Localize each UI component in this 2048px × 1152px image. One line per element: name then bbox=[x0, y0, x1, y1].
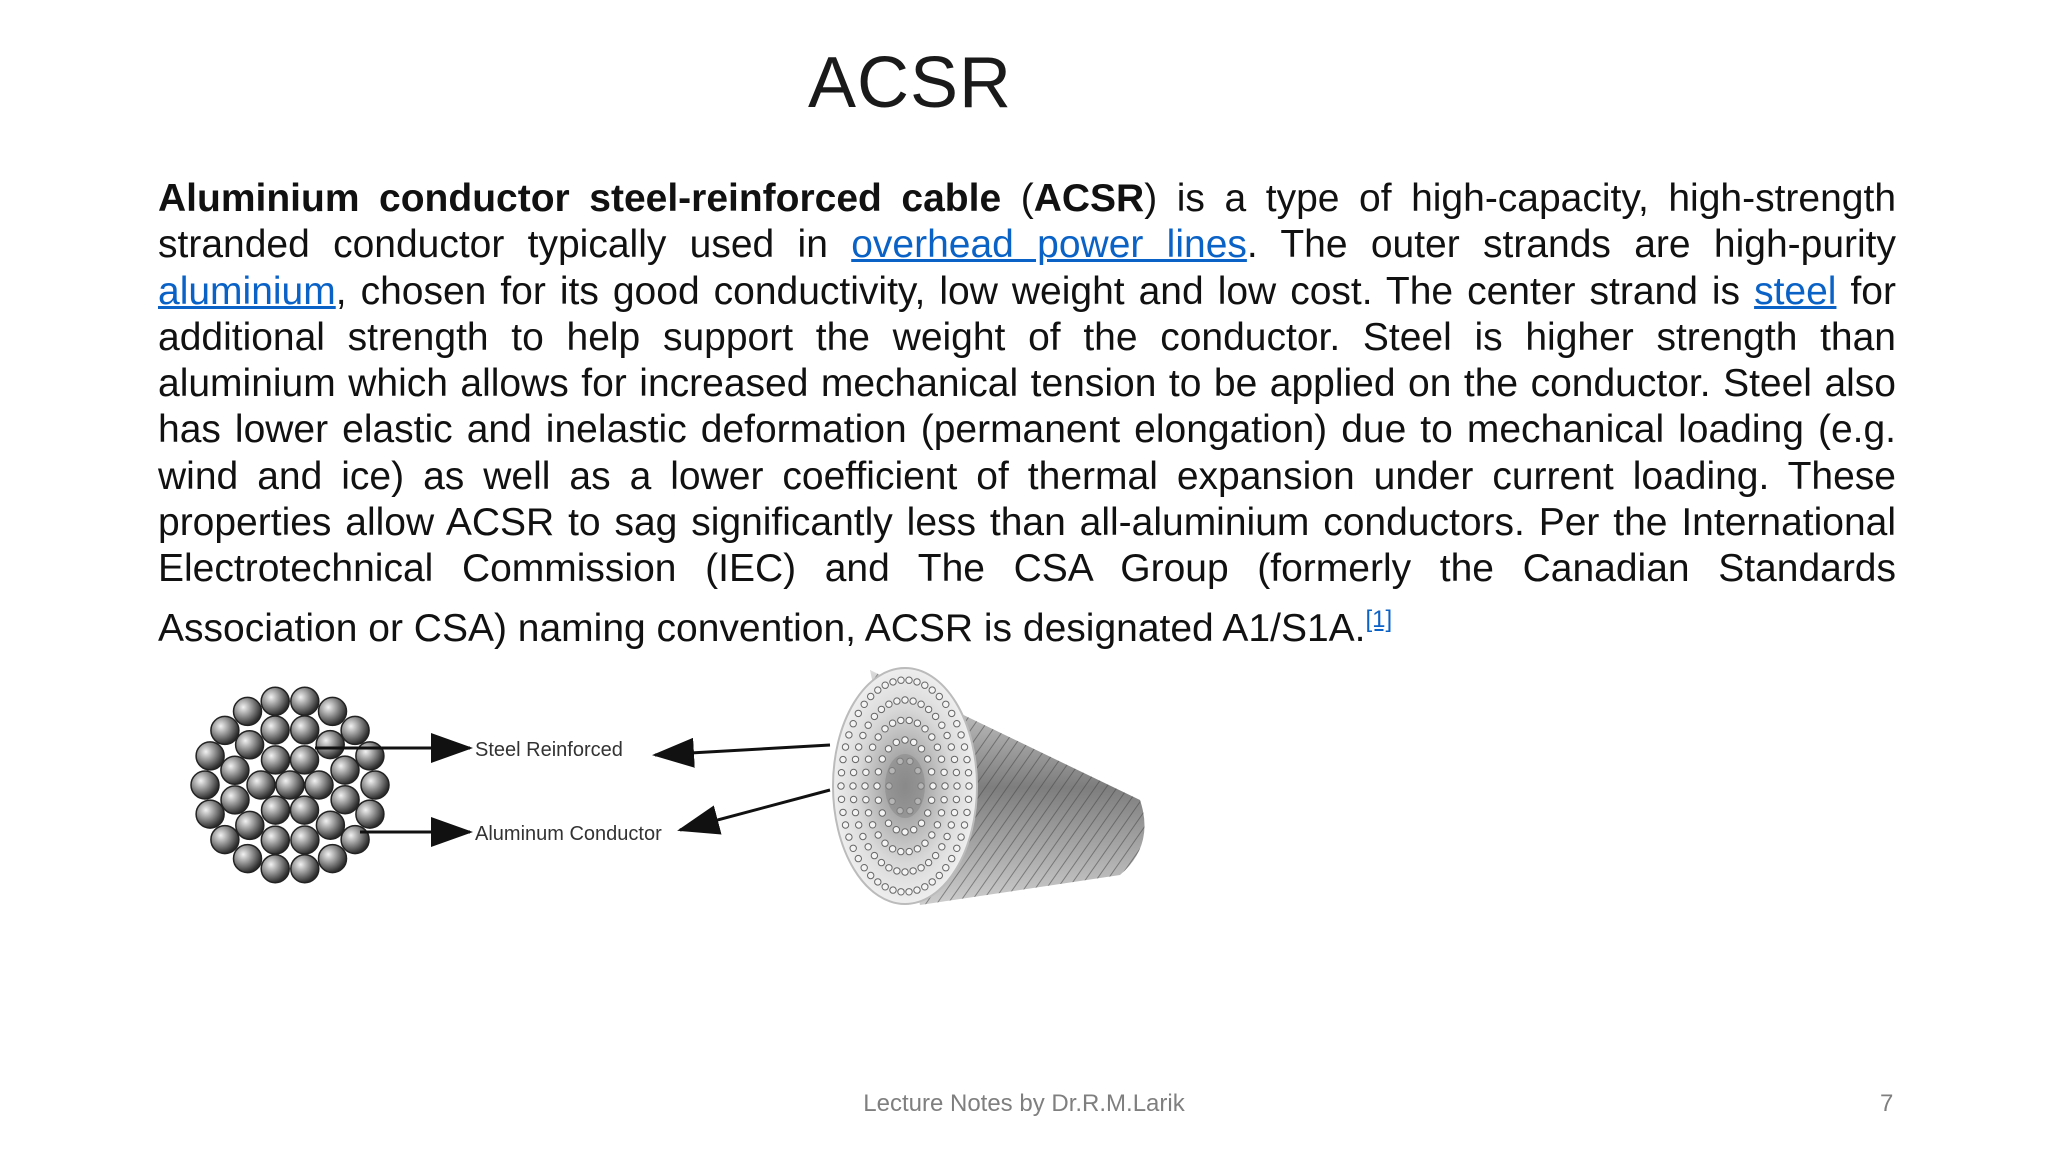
page-number: 7 bbox=[1880, 1090, 1894, 1117]
strand-end-dot bbox=[855, 710, 861, 716]
strand-circle bbox=[356, 742, 384, 770]
strand-circle bbox=[221, 756, 249, 784]
strand-end-dot bbox=[911, 739, 917, 745]
strand-end-dot bbox=[855, 855, 861, 861]
strand-end-dot bbox=[838, 783, 844, 789]
strand-end-dot bbox=[925, 706, 931, 712]
strand-circle bbox=[211, 826, 239, 854]
strand-end-dot bbox=[879, 756, 885, 762]
slide-title: ACSR bbox=[807, 43, 1013, 123]
strand-end-dot bbox=[922, 840, 928, 846]
strand-end-dot bbox=[914, 887, 920, 893]
strand-end-dot bbox=[922, 726, 928, 732]
strand-end-dot bbox=[925, 810, 931, 816]
strand-end-dot bbox=[961, 744, 967, 750]
abbr-bold: ACSR bbox=[1033, 177, 1145, 220]
strand-end-dot bbox=[893, 739, 899, 745]
strand-end-dot bbox=[918, 746, 924, 752]
strand-end-dot bbox=[885, 746, 891, 752]
strand-end-dot bbox=[943, 865, 949, 871]
text-segment-3: , chosen for its good conductivity, low weight and low cost. The center strand is bbox=[335, 269, 1755, 313]
strand-end-dot bbox=[951, 809, 957, 815]
strand-end-dot bbox=[906, 677, 912, 683]
strand-circle bbox=[262, 796, 290, 824]
reference-link[interactable]: [1] bbox=[1365, 605, 1393, 633]
strand-end-dot bbox=[944, 833, 950, 839]
text-segment-1: ) is a type of high-capacity, high-strength stranded conductor typically used in bbox=[158, 177, 1897, 267]
strand-end-dot bbox=[875, 832, 881, 838]
strand-end-dot bbox=[852, 809, 858, 815]
strand-end-dot bbox=[961, 822, 967, 828]
strand-end-dot bbox=[874, 783, 880, 789]
strand-circle bbox=[191, 771, 219, 799]
strand-end-dot bbox=[863, 797, 869, 803]
strand-circle bbox=[236, 731, 264, 759]
strand-end-dot bbox=[944, 732, 950, 738]
strand-end-dot bbox=[953, 769, 959, 775]
strand-end-dot bbox=[865, 844, 871, 850]
strand-end-dot bbox=[869, 744, 875, 750]
strand-circle bbox=[221, 786, 249, 814]
strand-end-dot bbox=[860, 833, 866, 839]
strand-end-dot bbox=[869, 822, 875, 828]
strand-circle bbox=[341, 716, 369, 744]
strand-circle bbox=[247, 771, 275, 799]
strand-end-dot bbox=[948, 744, 954, 750]
strand-circle bbox=[291, 855, 319, 883]
strand-end-dot bbox=[958, 834, 964, 840]
strand-end-dot bbox=[890, 679, 896, 685]
strand-end-dot bbox=[882, 682, 888, 688]
strand-end-dot bbox=[906, 717, 912, 723]
strand-end-dot bbox=[929, 687, 935, 693]
strand-end-dot bbox=[878, 706, 884, 712]
strand-end-dot bbox=[856, 822, 862, 828]
strand-circle bbox=[261, 716, 289, 744]
strand-end-dot bbox=[932, 852, 938, 858]
strand-circle bbox=[211, 716, 239, 744]
strand-circle bbox=[305, 771, 333, 799]
strand-end-dot bbox=[868, 693, 874, 699]
strand-circle bbox=[234, 697, 262, 725]
strand-circle bbox=[196, 800, 224, 828]
strand-end-dot bbox=[914, 720, 920, 726]
acsr-cable-figure bbox=[180, 650, 1180, 930]
strand-end-dot bbox=[850, 769, 856, 775]
strand-end-dot bbox=[936, 693, 942, 699]
strand-end-dot bbox=[862, 783, 868, 789]
link-steel[interactable]: steel bbox=[1754, 269, 1837, 313]
strand-end-dot bbox=[860, 732, 866, 738]
strand-circle bbox=[196, 742, 224, 770]
strand-end-dot bbox=[863, 769, 869, 775]
aluminum-arrow-right bbox=[680, 790, 830, 830]
strand-end-dot bbox=[953, 796, 959, 802]
strand-end-dot bbox=[902, 829, 908, 835]
strand-circle bbox=[361, 771, 389, 799]
strand-end-dot bbox=[875, 879, 881, 885]
strand-end-dot bbox=[932, 713, 938, 719]
strand-end-dot bbox=[875, 734, 881, 740]
strand-end-dot bbox=[965, 796, 971, 802]
cross-section-diagram bbox=[191, 687, 389, 882]
strand-end-dot bbox=[954, 845, 960, 851]
label-aluminum-conductor: Aluminum Conductor bbox=[475, 823, 662, 845]
strand-end-dot bbox=[949, 855, 955, 861]
strand-circle bbox=[262, 746, 290, 774]
link-aluminium[interactable]: aluminium bbox=[158, 269, 336, 313]
strand-end-dot bbox=[910, 698, 916, 704]
strand-circle bbox=[341, 826, 369, 854]
steel-arrow-right bbox=[655, 745, 830, 755]
strand-end-dot bbox=[868, 872, 874, 878]
strand-circle bbox=[331, 756, 359, 784]
strand-end-dot bbox=[886, 701, 892, 707]
strand-circle bbox=[291, 826, 319, 854]
strand-circle bbox=[291, 746, 319, 774]
strand-end-dot bbox=[856, 744, 862, 750]
footer-text: Lecture Notes by Dr.R.M.Larik bbox=[863, 1090, 1185, 1117]
strand-end-dot bbox=[934, 744, 940, 750]
strand-end-dot bbox=[943, 701, 949, 707]
strand-end-dot bbox=[966, 783, 972, 789]
strand-end-dot bbox=[861, 701, 867, 707]
strand-end-dot bbox=[885, 820, 891, 826]
strand-circle bbox=[316, 731, 344, 759]
link-overhead-power-lines[interactable]: overhead power lines bbox=[851, 223, 1247, 267]
strand-end-dot bbox=[865, 722, 871, 728]
strand-end-dot bbox=[898, 677, 904, 683]
strand-circle bbox=[291, 796, 319, 824]
strand-end-dot bbox=[871, 852, 877, 858]
strand-end-dot bbox=[838, 770, 844, 776]
strand-end-dot bbox=[902, 737, 908, 743]
strand-end-dot bbox=[930, 783, 936, 789]
strand-end-dot bbox=[914, 846, 920, 852]
strand-end-dot bbox=[865, 756, 871, 762]
strand-end-dot bbox=[914, 679, 920, 685]
strand-end-dot bbox=[875, 797, 881, 803]
cable-perspective-diagram bbox=[833, 668, 1145, 905]
strand-circle bbox=[316, 811, 344, 839]
strand-end-dot bbox=[918, 701, 924, 707]
strand-end-dot bbox=[934, 822, 940, 828]
strand-end-dot bbox=[939, 844, 945, 850]
strand-end-dot bbox=[918, 820, 924, 826]
strand-circle bbox=[291, 716, 319, 744]
strand-end-dot bbox=[928, 797, 934, 803]
strand-end-dot bbox=[941, 769, 947, 775]
strand-end-dot bbox=[846, 834, 852, 840]
strand-end-dot bbox=[882, 726, 888, 732]
strand-end-dot bbox=[890, 887, 896, 893]
strand-end-dot bbox=[949, 710, 955, 716]
strand-end-dot bbox=[850, 721, 856, 727]
strand-end-dot bbox=[964, 809, 970, 815]
strand-end-dot bbox=[929, 734, 935, 740]
strand-end-dot bbox=[922, 682, 928, 688]
strand-end-dot bbox=[898, 848, 904, 854]
strand-end-dot bbox=[964, 756, 970, 762]
strand-circle bbox=[261, 855, 289, 883]
strand-circle bbox=[319, 697, 347, 725]
strand-end-dot bbox=[922, 884, 928, 890]
strand-end-dot bbox=[938, 810, 944, 816]
strand-end-dot bbox=[852, 756, 858, 762]
strand-end-dot bbox=[954, 721, 960, 727]
strand-end-dot bbox=[850, 845, 856, 851]
body-paragraph bbox=[158, 176, 1896, 652]
strand-end-dot bbox=[929, 879, 935, 885]
strand-end-dot bbox=[840, 756, 846, 762]
text-segment-2: . The outer strands are high-purity bbox=[1246, 223, 1896, 267]
strand-circle bbox=[356, 800, 384, 828]
strand-end-dot bbox=[838, 796, 844, 802]
strand-end-dot bbox=[941, 797, 947, 803]
text-open-paren: ( bbox=[1001, 177, 1034, 220]
strand-end-dot bbox=[842, 744, 848, 750]
strand-end-dot bbox=[893, 827, 899, 833]
strand-end-dot bbox=[882, 884, 888, 890]
strand-end-dot bbox=[842, 822, 848, 828]
strand-end-dot bbox=[865, 810, 871, 816]
strand-end-dot bbox=[958, 732, 964, 738]
strand-circle bbox=[331, 786, 359, 814]
strand-end-dot bbox=[875, 687, 881, 693]
strand-end-dot bbox=[965, 770, 971, 776]
strand-end-dot bbox=[902, 869, 908, 875]
strand-end-dot bbox=[948, 822, 954, 828]
strand-end-dot bbox=[928, 769, 934, 775]
strand-end-dot bbox=[938, 756, 944, 762]
strand-end-dot bbox=[882, 840, 888, 846]
strand-end-dot bbox=[942, 783, 948, 789]
strand-circle bbox=[319, 845, 347, 873]
strand-end-dot bbox=[861, 865, 867, 871]
strand-end-dot bbox=[894, 868, 900, 874]
strand-end-dot bbox=[906, 889, 912, 895]
strand-end-dot bbox=[878, 859, 884, 865]
text-segment-4: for additional strength to help support the weight of the conductor. Steel is higher strength than aluminium which allows for increased mechanical tension to be applied on the conductor. Steel also has lower elastic and inelastic deformation (permanent elongation) due to mechanical loading (e.g. wind and ice) as well as a lower coefficient of thermal expansion under current loading. These properties allow ACSR to sag significantly less than all-aluminium conductors. Per the International Electrotechnical Commission (IEC) and The CSA Group (formerly the Canadian Standards Association or CSA) naming convention, ACSR is designated A1/S1A. bbox=[158, 269, 1896, 650]
strand-end-dot bbox=[954, 783, 960, 789]
strand-end-dot bbox=[840, 809, 846, 815]
strand-end-dot bbox=[898, 717, 904, 723]
strand-circle bbox=[261, 826, 289, 854]
strand-circle bbox=[276, 771, 304, 799]
strand-end-dot bbox=[925, 756, 931, 762]
strand-end-dot bbox=[906, 848, 912, 854]
strand-end-dot bbox=[911, 827, 917, 833]
strand-end-dot bbox=[889, 720, 895, 726]
strand-end-dot bbox=[918, 865, 924, 871]
strand-end-dot bbox=[879, 810, 885, 816]
strand-end-dot bbox=[850, 796, 856, 802]
strand-end-dot bbox=[910, 868, 916, 874]
strand-end-dot bbox=[898, 889, 904, 895]
strand-end-dot bbox=[886, 865, 892, 871]
strand-circle bbox=[261, 687, 289, 715]
strand-end-dot bbox=[846, 732, 852, 738]
strand-end-dot bbox=[936, 872, 942, 878]
strand-end-dot bbox=[875, 769, 881, 775]
strand-end-dot bbox=[939, 722, 945, 728]
label-steel-reinforced: Steel Reinforced bbox=[475, 739, 623, 761]
strand-circle bbox=[291, 687, 319, 715]
strand-end-dot bbox=[850, 783, 856, 789]
strand-end-dot bbox=[929, 832, 935, 838]
strand-circle bbox=[236, 811, 264, 839]
strand-end-dot bbox=[925, 859, 931, 865]
strand-end-dot bbox=[951, 756, 957, 762]
strand-circle bbox=[234, 845, 262, 873]
strand-end-dot bbox=[871, 713, 877, 719]
strand-end-dot bbox=[894, 698, 900, 704]
term-bold: Aluminium conductor steel-reinforced cable bbox=[158, 177, 1002, 220]
strand-end-dot bbox=[889, 846, 895, 852]
strand-end-dot bbox=[902, 697, 908, 703]
